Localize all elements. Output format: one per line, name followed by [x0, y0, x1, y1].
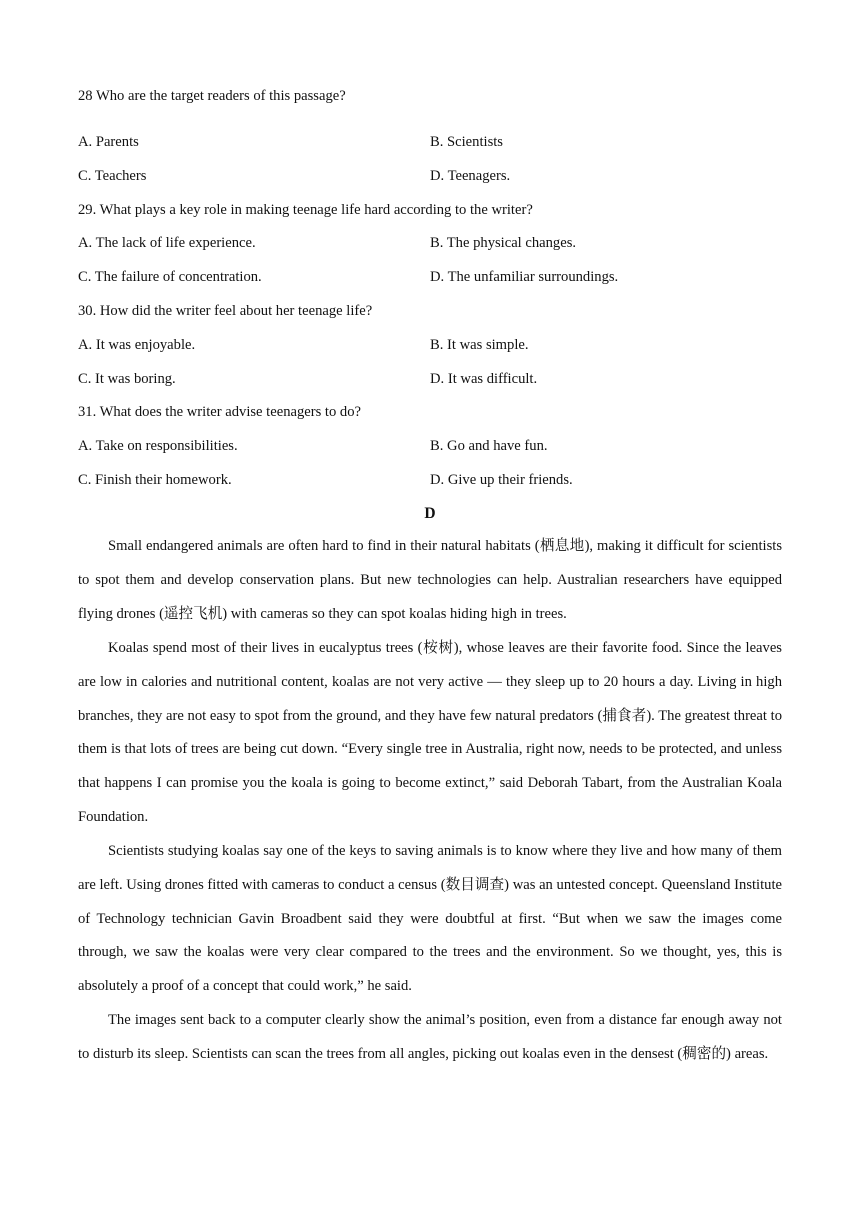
question-30-stem: 30. How did the writer feel about her teenage life?	[78, 303, 373, 319]
question-29-option-b: B. The physical changes.	[430, 235, 577, 251]
question-28-option-c: C. Teachers	[78, 168, 147, 184]
passage-paragraph-4: The images sent back to a computer clearly show the animal’s position, even from a distance far enough away not to disturb its sleep. Scientists can scan the trees from all angles, picking out koalas even in the densest (稠密的) areas.	[78, 1012, 782, 1062]
section-d-heading: D	[424, 505, 436, 522]
question-28-option-a: A. Parents	[78, 134, 139, 150]
passage-paragraph-3: Scientists studying koalas say one of the keys to saving animals is to know where they live and how many of them are left. Using drones fitted with cameras to conduct a census (数目调查) was an untested concept. Queensland Institute of Technology technician Gavin Broadbent said they were doubtful at first. “But when we saw the images come through, we saw the koalas were very clear compared to the trees and the environment. So we thought, yes, this is absolutely a proof of a concept that could work,” he said.	[78, 843, 782, 995]
passage-paragraph-1: Small endangered animals are often hard to find in their natural habitats (栖息地), making it difficult for scientists to spot them and develop conservation plans. But new technologies can help. Australian researchers have equipped flying drones (遥控飞机) with cameras so they can spot koalas hiding high in trees.	[78, 538, 782, 622]
question-31-option-c: C. Finish their homework.	[78, 472, 232, 488]
question-28-stem: 28 Who are the target readers of this passage?	[78, 88, 346, 104]
question-28-option-d: D. Teenagers.	[430, 168, 511, 184]
question-31-stem: 31. What does the writer advise teenagers to do?	[78, 404, 361, 420]
question-29-stem: 29. What plays a key role in making teenage life hard according to the writer?	[78, 202, 533, 218]
question-31-option-d: D. Give up their friends.	[430, 472, 573, 488]
question-31-option-a: A. Take on responsibilities.	[78, 438, 238, 454]
question-30-option-a: A. It was enjoyable.	[78, 337, 196, 353]
question-30-option-d: D. It was difficult.	[430, 371, 538, 387]
question-31-option-b: B. Go and have fun.	[430, 438, 548, 454]
question-29-option-a: A. The lack of life experience.	[78, 235, 256, 251]
question-29-option-c: C. The failure of concentration.	[78, 269, 262, 285]
question-29-option-d: D. The unfamiliar surroundings.	[430, 269, 619, 285]
question-28-option-b: B. Scientists	[430, 134, 503, 150]
question-30-option-c: C. It was boring.	[78, 371, 176, 387]
passage-paragraph-2: Koalas spend most of their lives in eucalyptus trees (桉树), whose leaves are their favorite food. Since the leaves are low in calories and nutritional content, koalas are not very active — they sleep up to 20 hours a day. Living in high branches, they are not easy to spot from the ground, and they have few natural predators (捕食者). The greatest threat to them is that lots of trees are being cut down. “Every single tree in Australia, right now, needs to be protected, and unless that happens I can promise you the koala is going to become extinct,” said Deborah Tabart, from the Australian Koala Foundation.	[78, 640, 782, 825]
question-30-option-b: B. It was simple.	[430, 337, 529, 353]
